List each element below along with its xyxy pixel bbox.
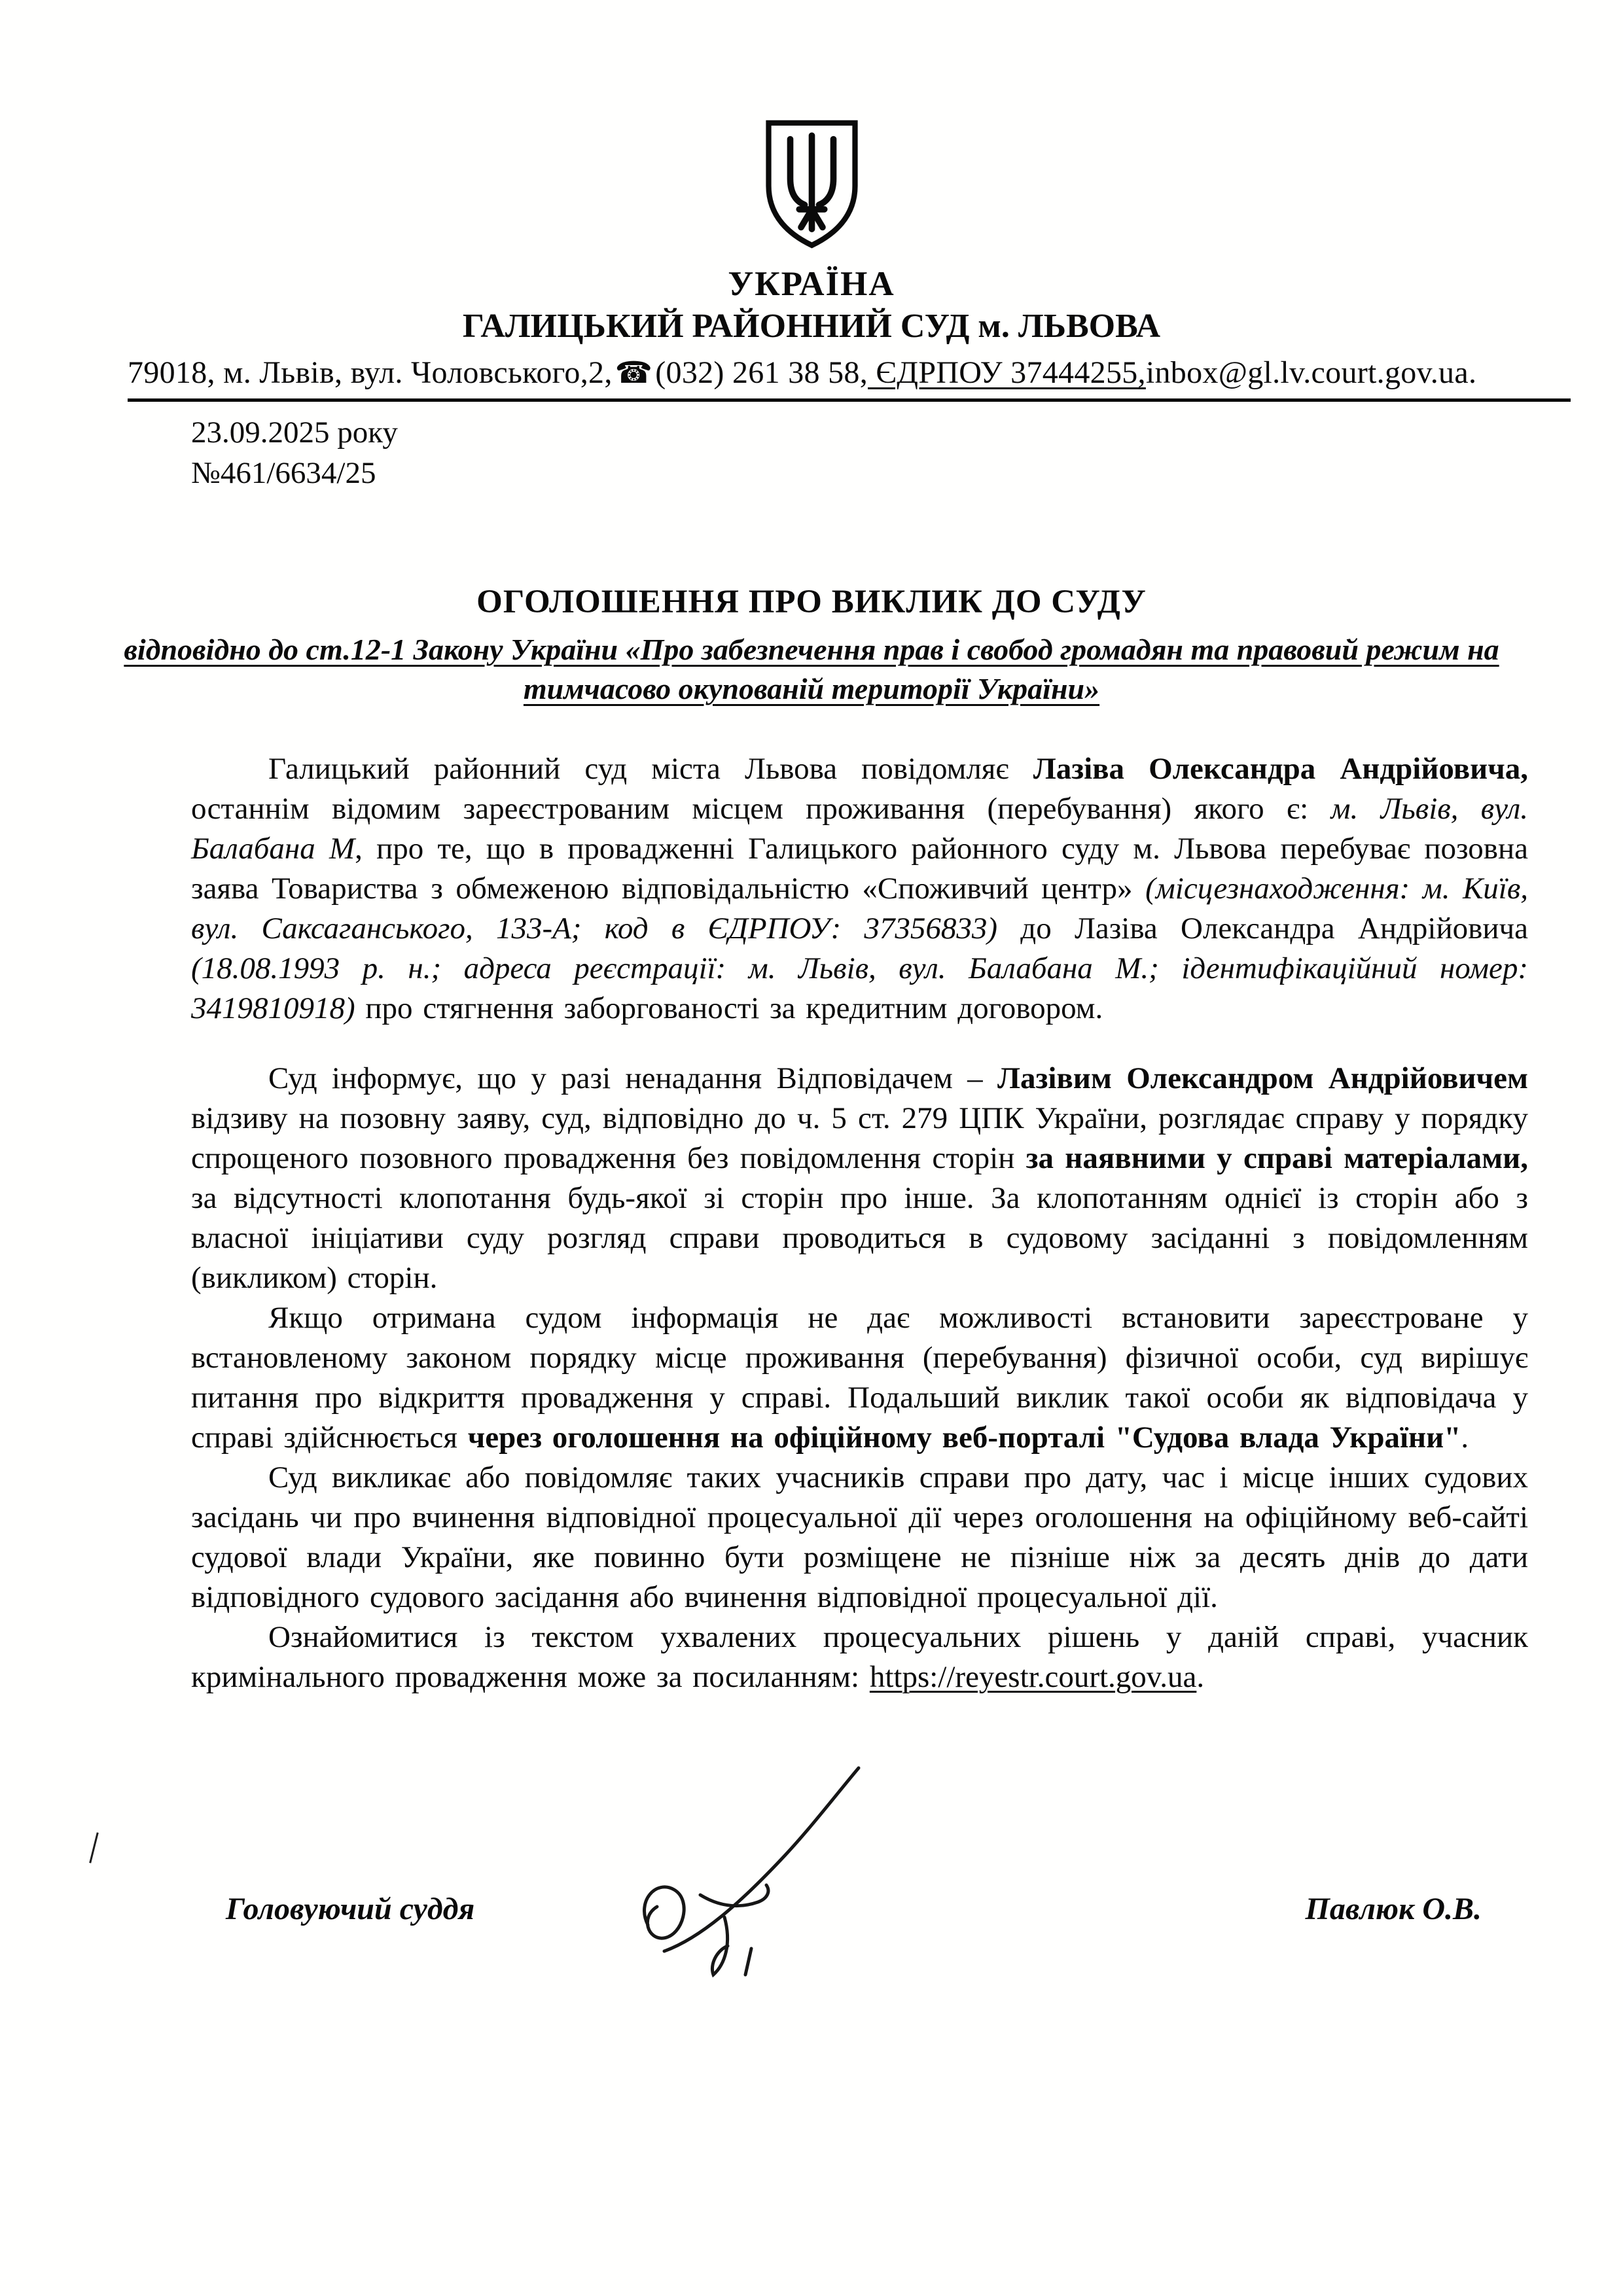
text-run: . [1461,1421,1469,1455]
text-run: останнім відомим зареєстрованим місцем проживання (перебування) якого є: [191,792,1331,826]
text-run: про стягнення заборгованості за кредитним договором. [355,991,1103,1025]
ukraine-trident-icon [758,115,866,252]
emblem-wrap [0,0,1623,255]
text-run: Галицький районний суд міста Львова повідомляє [268,752,1033,786]
judge-signature [602,1754,883,1989]
document-title: ОГОЛОШЕННЯ ПРО ВИКЛИК ДО СУДУ [476,584,1147,620]
text-run: відзиву на позовну заяву, суд, відповідно до ч. 5 ст. 279 ЦПК України, розглядає справу у порядку спрощеного позовного провадження без повідомлення сторін [191,1101,1528,1175]
text-run: через оголошення на офіційному веб-порталі "Судова влада України" [467,1421,1461,1455]
address-email: inbox@gl.lv.court.gov.ua. [1145,355,1477,390]
case-number: №461/6634/25 [191,456,376,490]
document-meta [191,412,1623,493]
text-run: м. Львів, вул. Балабана М [191,792,1528,866]
text-run: (18.08.1993 р. н.; адреса реєстрації: м. Львів, вул. Балабана М.; ідентифікаційний номер: 3419810918) [191,951,1528,1025]
judge-name: Павлюк О.В. [1305,1892,1482,1926]
text-run: . [1196,1660,1205,1694]
reyestr-court-link[interactable]: https://reyestr.court.gov.ua [869,1660,1197,1694]
text-run: Лазівим Олександром Андрійовичем [997,1061,1528,1095]
court-name: ГАЛИЦЬКИЙ РАЙОННИЙ СУД м. ЛЬВОВА [462,308,1161,345]
document-subtitle: відповідно до ст.12-1 Закону України «Про забезпечення прав і свобод громадян та правовий режим на тимчасово окупованій території України» [124,633,1499,705]
body-paragraph [191,749,1528,1029]
judge-title: Головуючий суддя [226,1892,475,1926]
letterhead-address [128,353,1571,402]
country-name: УКРАЇНА [728,265,895,303]
text-run: Якщо отримана судом інформація не дає можливості встановити зареєстроване у встановленому законом порядку місце проживання (перебування) фізичної особи, суд вирішує питання про відкриття провадження у справі. Подальший виклик такої особи як відповідача у справі здійснюється [191,1301,1528,1455]
text-run: Суд викликає або повідомляє таких учасників справи про дату, час і місце інших судових засідань чи про вчинення відповідної процесуальної дії через оголошення на офіційному веб-сайті судової влади України, яке повинно бути розміщене не пізніше ніж за десять днів до дати відповідного судового засідання або вчинення відповідної процесуальної дії. [191,1460,1528,1614]
text-run: до Лазіва Олександра Андрійовича [997,911,1528,945]
body-paragraph [191,1458,1528,1617]
stray-pen-mark [89,1832,99,1863]
title-block [0,582,1623,709]
body-paragraph [191,1298,1528,1458]
address-phone: (032) 261 38 58, [655,355,868,390]
document-date: 23.09.2025 року [191,415,398,450]
text-run: Ознайомитися із текстом ухвалених процесуальних рішень у даній справі, учасник кримінального провадження може за посиланням: [191,1620,1528,1694]
text-run: Суд інформує, що у разі ненадання Відповідачем – [268,1061,997,1095]
letterhead [0,0,1623,493]
body-paragraph [191,1617,1528,1697]
text-run: , про те, що в провадженні Галицького районного суду м. Львова перебуває позовна заява Товариства з обмеженою відповідальністю «Споживчий центр» [191,832,1528,906]
document-body [191,749,1528,1697]
text-run: (місцезнаходження: м. Київ, вул. Саксаганського, 133-А; код в ЄДРПОУ: 37356833) [191,872,1528,945]
address-street: 79018, м. Львів, вул. Чоловського,2, [128,355,613,390]
phone-icon: ☎ [615,355,653,390]
text-run: за відсутності клопотання будь-якої зі сторін про інше. За клопотанням однієї із сторін або з власної ініціативи суду розгляд справи проводиться в судовому засіданні з повідомленням (викликом) сторін. [191,1181,1528,1295]
text-run: Лазіва Олександра Андрійовича, [1033,752,1528,786]
body-paragraph [191,1059,1528,1298]
address-edrpou: ЄДРПОУ 37444255, [868,355,1146,390]
text-run: за наявними у справі матеріалами, [1026,1141,1528,1175]
